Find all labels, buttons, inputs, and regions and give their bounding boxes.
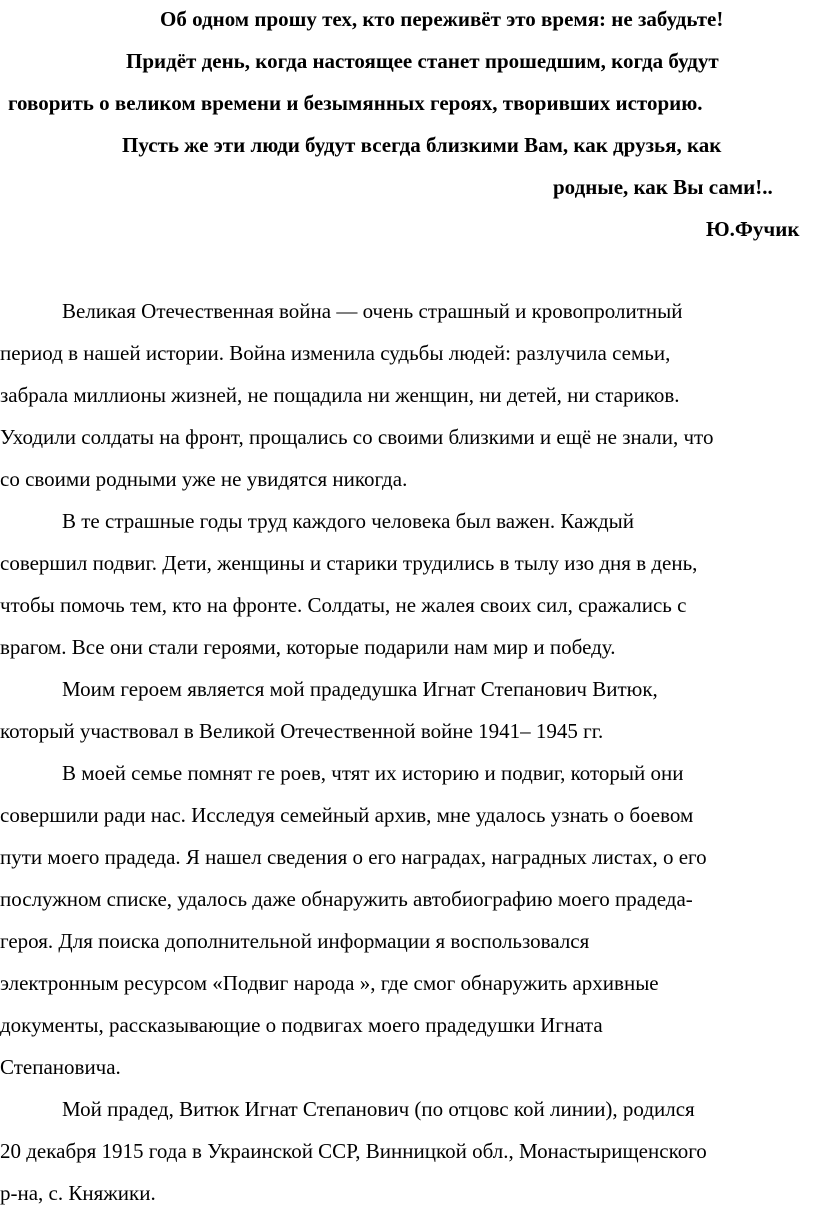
epigraph-author: Ю.Фучик [706, 217, 800, 241]
body-line-22: р-на, с. Княжики. [0, 1181, 156, 1205]
body-line-4: Уходили солдаты на фронт, прощались со своими близкими и ещё не знали, что [0, 425, 714, 449]
body-line-14: пути моего прадеда. Я нашел сведения о его наградах, наградных листах, о его [0, 845, 707, 869]
body-line-3: забрала миллионы жизней, не пощадила ни женщин, ни детей, ни стариков. [0, 383, 680, 407]
body-line-20: Мой прадед, Витюк Игнат Степанович (по отцовс кой линии), родился [62, 1097, 695, 1121]
body-line-5: со своими родными уже не увидятся никогда. [0, 467, 408, 491]
body-line-2: период в нашей истории. Война изменила судьбы людей: разлучила семьи, [0, 341, 671, 365]
body-line-12: В моей семье помнят ге роев, чтят их историю и подвиг, который они [62, 761, 684, 785]
epigraph-line-1: Об одном прошу тех, кто переживёт это время: не забудьте! [160, 7, 724, 31]
epigraph-line-3: говорить о великом времени и безымянных героях, творивших историю. [8, 91, 703, 115]
body-line-8: чтобы помочь тем, кто на фронте. Солдаты, не жалея своих сил, сражались с [0, 593, 687, 617]
body-line-21: 20 декабря 1915 года в Украинской ССР, Винницкой обл., Монастырищенского [0, 1139, 707, 1163]
body-line-1: Великая Отечественная война — очень страшный и кровопролитный [62, 299, 683, 323]
body-line-16: героя. Для поиска дополнительной информации я воспользовался [0, 929, 590, 953]
body-line-9: врагом. Все они стали героями, которые подарили нам мир и победу. [0, 635, 616, 659]
body-line-15: послужном списке, удалось даже обнаружить автобиографию моего прадеда- [0, 887, 693, 911]
body-line-11: который участвовал в Великой Отечественной войне 1941– 1945 гг. [0, 719, 604, 743]
epigraph-line-5: родные, как Вы сами!.. [553, 175, 773, 199]
epigraph-line-2: Придёт день, когда настоящее станет прошедшим, когда будут [126, 49, 719, 73]
epigraph-line-4: Пусть же эти люди будут всегда близкими Вам, как друзья, как [122, 133, 722, 157]
body-line-18: документы, рассказывающие о подвигах моего прадедушки Игната [0, 1013, 603, 1037]
body-line-17: электронным ресурсом «Подвиг народа », где смог обнаружить архивные [0, 971, 659, 995]
body-line-13: совершили ради нас. Исследуя семейный архив, мне удалось узнать о боевом [0, 803, 694, 827]
body-line-19: Степановича. [0, 1055, 121, 1079]
body-line-6: В те страшные годы труд каждого человека был важен. Каждый [62, 509, 635, 533]
body-line-10: Моим героем является мой прадедушка Игнат Степанович Витюк, [62, 677, 658, 701]
body-line-7: совершил подвиг. Дети, женщины и старики трудились в тылу изо дня в день, [0, 551, 698, 575]
